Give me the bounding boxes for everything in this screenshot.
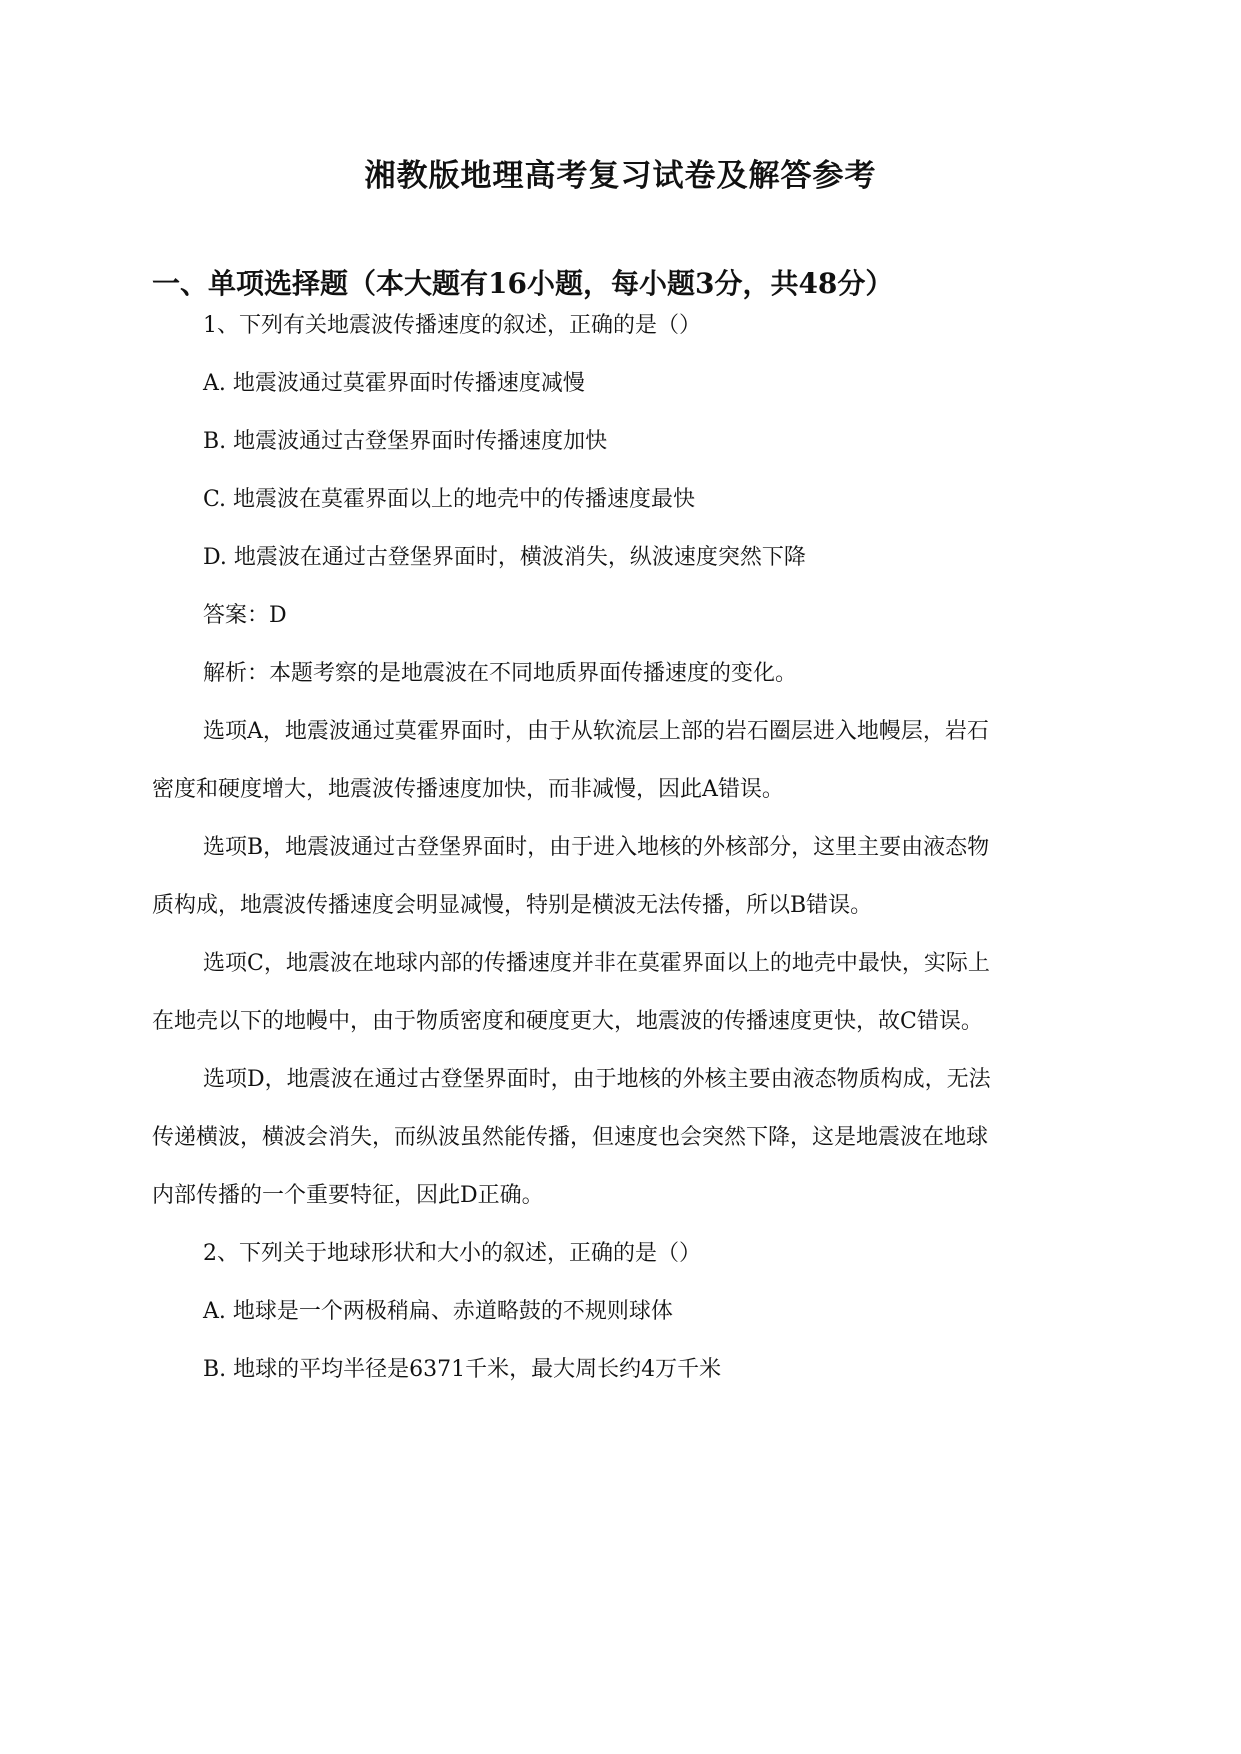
- question-1-explain-a-line-2: 密度和硬度增大，地震波传播速度加快，而非减慢，因此A错误。: [152, 777, 784, 802]
- question-1-explain-a-line-1: 选项A，地震波通过莫霍界面时，由于从软流层上部的岩石圈层进入地幔层，岩石: [203, 719, 989, 744]
- question-2-option-a: A. 地球是一个两极稍扁、赤道略鼓的不规则球体: [203, 1299, 673, 1324]
- question-1-explain-d-line-2: 传递横波，横波会消失，而纵波虽然能传播，但速度也会突然下降，这是地震波在地球: [152, 1125, 989, 1150]
- question-1-explain-d-line-3: 内部传播的一个重要特征，因此D正确。: [152, 1183, 544, 1208]
- question-1-stem: 1、下列有关地震波传播速度的叙述，正确的是（）: [203, 313, 701, 338]
- question-1-option-a: A. 地震波通过莫霍界面时传播速度减慢: [203, 371, 585, 396]
- document-title: 湘教版地理高考复习试卷及解答参考: [364, 158, 877, 194]
- question-1-explain-b-line-1: 选项B，地震波通过古登堡界面时，由于进入地核的外核部分，这里主要由液态物: [203, 835, 990, 860]
- question-1-option-c: C. 地震波在莫霍界面以上的地壳中的传播速度最快: [203, 487, 696, 512]
- question-2-option-b: B. 地球的平均半径是6371千米，最大周长约4万千米: [203, 1357, 722, 1382]
- question-1-option-b: B. 地震波通过古登堡界面时传播速度加快: [203, 429, 608, 454]
- question-1-answer: 答案：D: [203, 603, 287, 628]
- question-1-explain-b-line-2: 质构成，地震波传播速度会明显减慢，特别是横波无法传播，所以B错误。: [152, 893, 873, 918]
- question-1-explain-c-line-2: 在地壳以下的地幔中，由于物质密度和硬度更大，地震波的传播速度更快，故C错误。: [152, 1009, 983, 1034]
- question-1-explain-d-line-1: 选项D，地震波在通过古登堡界面时，由于地核的外核主要由液态物质构成，无法: [203, 1067, 991, 1092]
- section-heading: 一、单项选择题（本大题有16小题，每小题3分，共48分）: [152, 267, 894, 300]
- question-1-analysis: 解析：本题考察的是地震波在不同地质界面传播速度的变化。: [203, 661, 798, 686]
- question-1-option-d: D. 地震波在通过古登堡界面时，横波消失，纵波速度突然下降: [203, 545, 806, 570]
- question-2-stem: 2、下列关于地球形状和大小的叙述，正确的是（）: [203, 1241, 701, 1266]
- question-1-explain-c-line-1: 选项C，地震波在地球内部的传播速度并非在莫霍界面以上的地壳中最快，实际上: [203, 951, 990, 976]
